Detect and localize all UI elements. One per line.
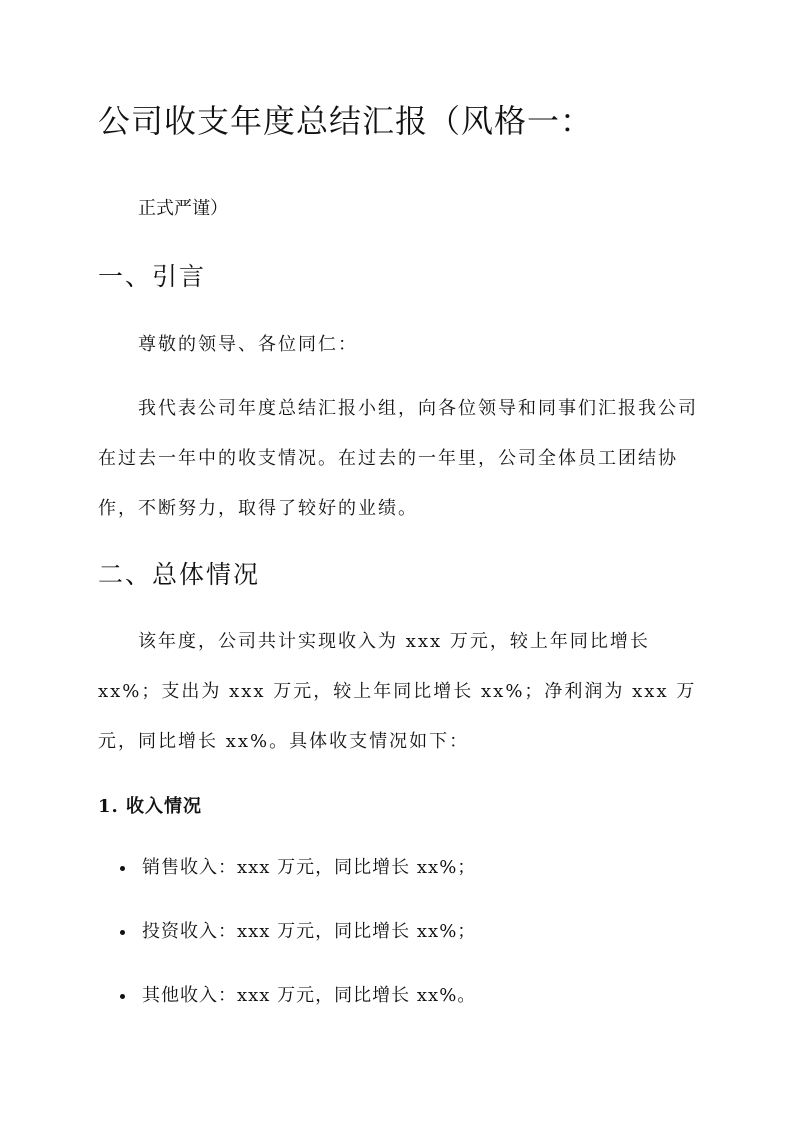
greeting-paragraph: 尊敬的领导、各位同仁： — [138, 334, 358, 355]
bullet-icon — [120, 994, 125, 999]
list-item — [98, 978, 698, 1042]
document-title: 公司收支年度总结汇报（风格一： — [98, 102, 594, 140]
overview-paragraph: 该年度，公司共计实现收入为 xxx 万元，较上年同比增长 xx%；支出为 xxx 万元，较上年同比增长 xx%；净利润为 xxx 万元，同比增长 xx%。具体收支情况如下： — [98, 631, 697, 752]
section-heading-introduction: 一、引言 — [98, 262, 207, 291]
bullet-icon — [120, 866, 125, 871]
section-heading-overview: 二、总体情况 — [98, 560, 261, 589]
subsection-heading-income: 1. 收入情况 — [98, 796, 203, 817]
list-item — [98, 850, 698, 914]
introduction-paragraph: 我代表公司年度总结汇报小组，向各位领导和同事们汇报我公司在过去一年中的收支情况。在过去的一年里，公司全体员工团结协作，不断努力，取得了较好的业绩。 — [98, 398, 698, 519]
list-item-text: 投资收入：xxx 万元，同比增长 xx%； — [142, 921, 477, 942]
bullet-icon — [120, 930, 125, 935]
list-item-text: 其他收入：xxx 万元，同比增长 xx%。 — [142, 985, 477, 1006]
list-item-text: 销售收入：xxx 万元，同比增长 xx%； — [142, 857, 477, 878]
income-list — [98, 850, 698, 1042]
document-subtitle: 正式严谨） — [138, 198, 228, 219]
list-item — [98, 914, 698, 978]
